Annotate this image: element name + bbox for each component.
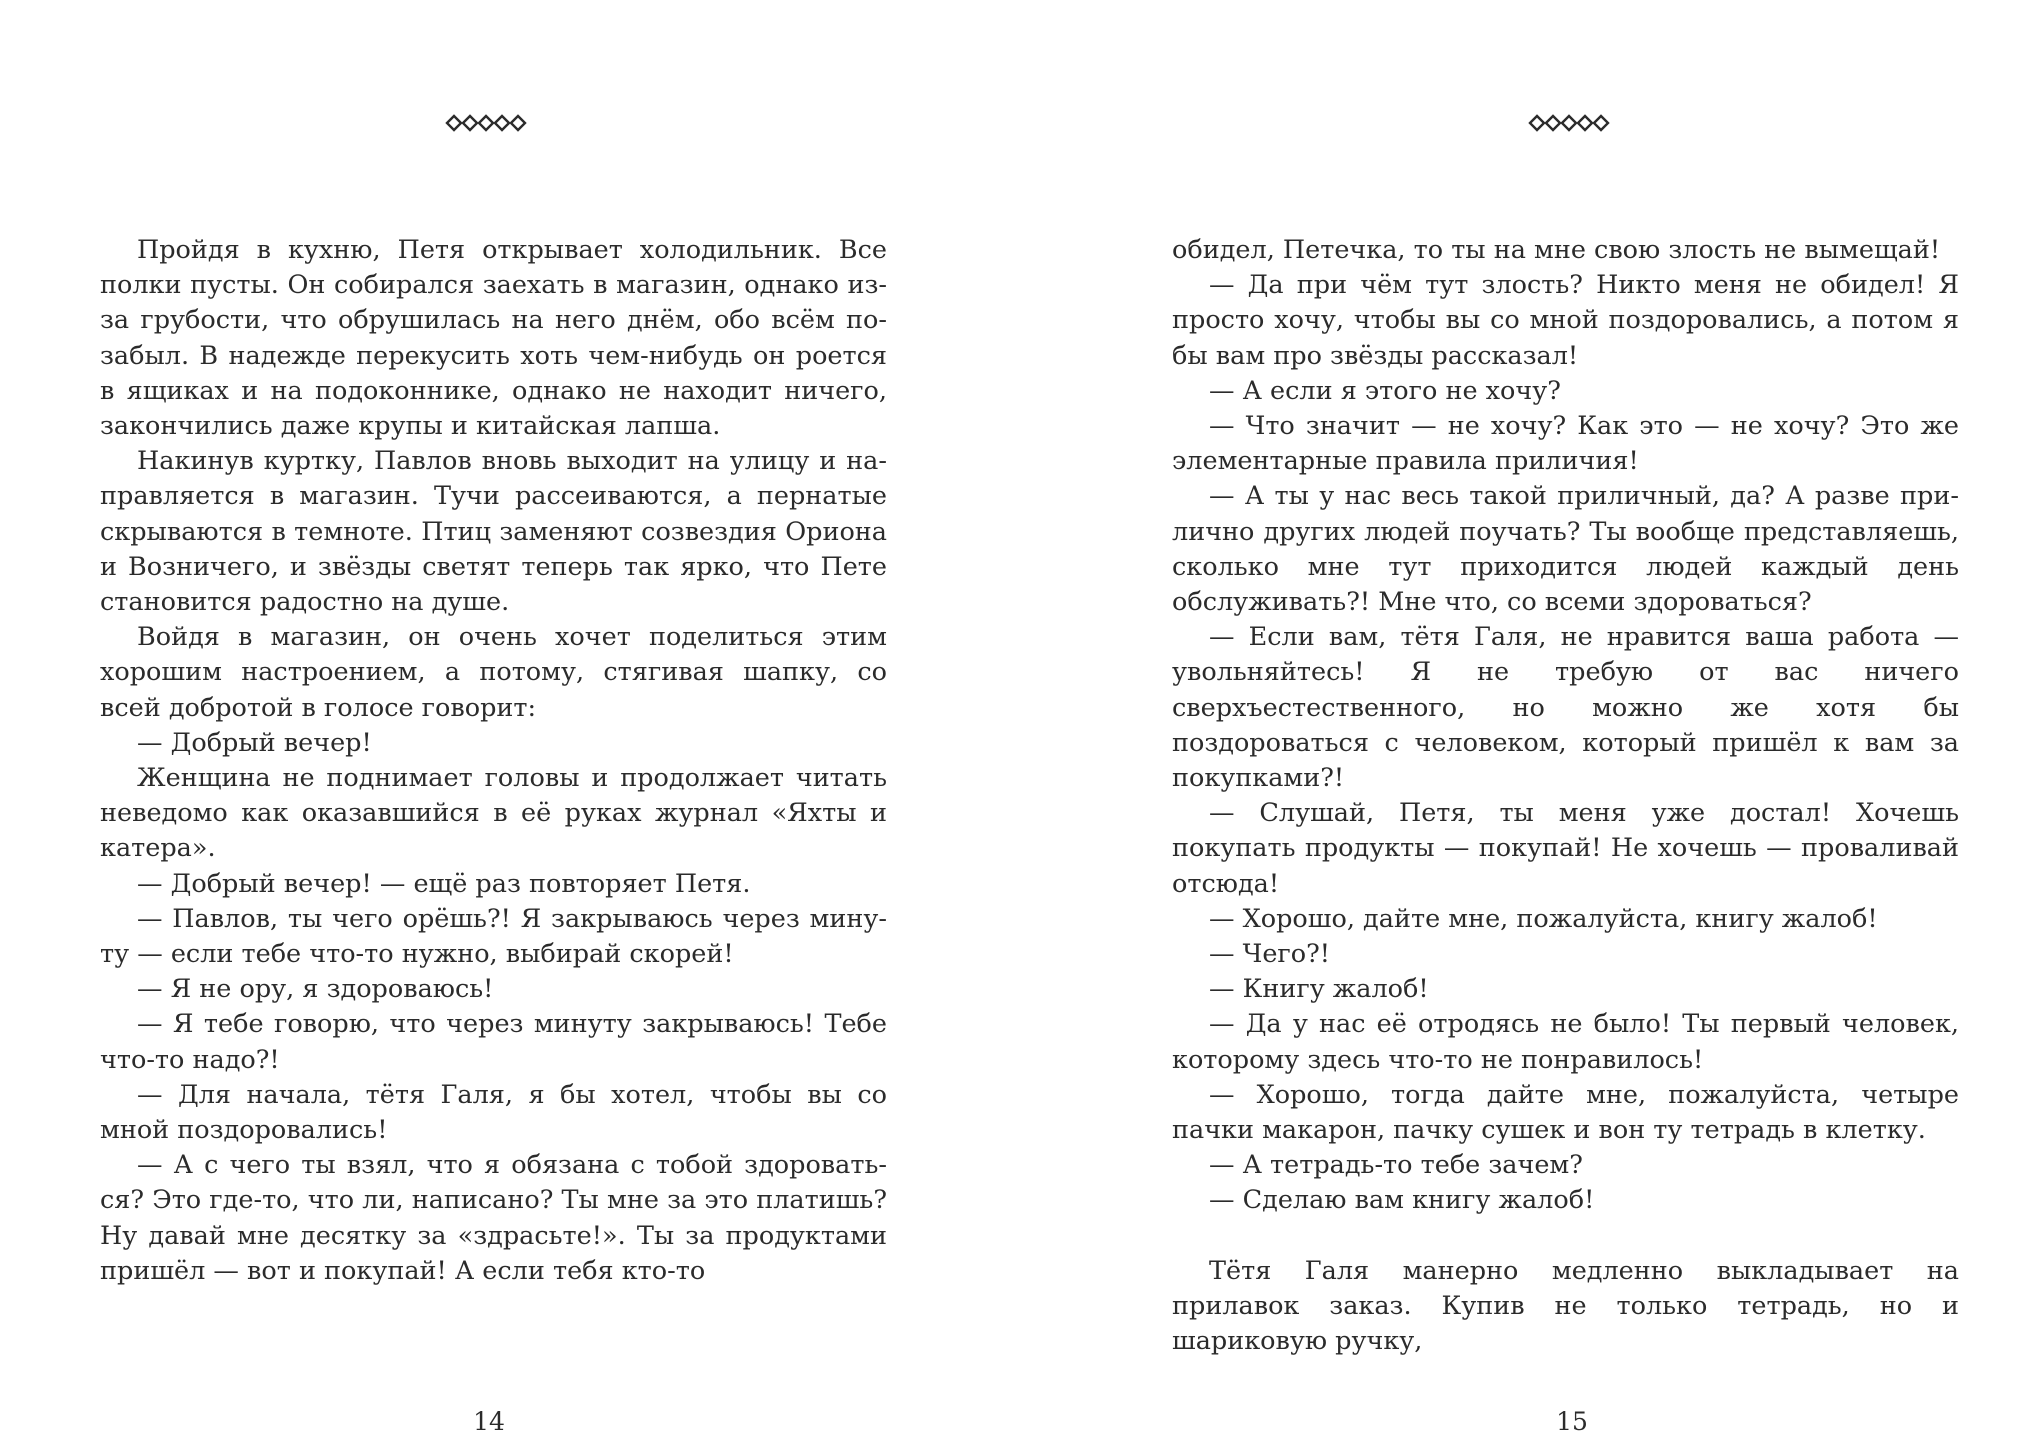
paragraph: — Добрый вечер! — ещё раз повторяет Петя.	[137, 868, 751, 899]
paragraph: — Если вам, тётя Галя, не нравится ваша работа — увольняйтесь! Я не требую от вас ничего сверхъестественного, но можно же хотя бы поздороваться с человеком, который пришёл к вам за покупками?!	[1172, 622, 1959, 794]
paragraph: — А если я этого не хочу?	[1209, 375, 1561, 406]
page-number: 14	[473, 1407, 505, 1436]
paragraph: Женщина не поднимает головы и продолжает читать неведомо как оказавшийся в её руках журнал «Яхты и катера».	[100, 763, 887, 864]
paragraph: — Сделаю вам книгу жалоб!	[1209, 1185, 1595, 1216]
paragraph: — Что значит — не хочу? Как это — не хочу? Это же элементарные правила приличия!	[1172, 411, 1959, 477]
paragraph: — Да у нас её отродясь не было! Ты первый человек, которому здесь что-то не понравилось!	[1172, 1009, 1959, 1075]
paragraph: — Да при чём тут злость? Никто меня не обидел! Я просто хочу, чтобы вы со мной поздоровались, а потом я бы вам про звёзды рассказал!	[1172, 270, 1959, 371]
paragraph: — Павлов, ты чего орёшь?! Я закрываюсь через минуту — если тебе что-то нужно, выбирай скорей!	[100, 903, 887, 970]
paragraph: — А тетрадь-то тебе зачем?	[1209, 1150, 1583, 1181]
left-page-text	[100, 233, 887, 1289]
paragraph: — Для начала, тётя Галя, я бы хотел, чтобы вы со мной поздоровались!	[100, 1079, 887, 1146]
paragraph: Войдя в магазин, он очень хочет поделиться этим хорошим настроением, а потому, стягивая шапку, со всей добротой в голосе говорит:	[100, 622, 887, 723]
paragraph: — А с чего ты взял, что я обязана с тобой здороваться? Это где-то, что ли, написано? Ты мне за это платишь? Ну давай мне десятку за «здрасьте!». Ты за продуктами пришёл — вот и покупай! А если тебя кто-то	[100, 1150, 887, 1286]
paragraph: — Хорошо, дайте мне, пожалуйста, книгу жалоб!	[1209, 903, 1878, 934]
diamond-chain-ornament-icon	[445, 112, 529, 134]
paragraph: — Слушай, Петя, ты меня уже достал! Хочешь покупать продукты — покупай! Не хочешь — проваливай отсюда!	[1172, 798, 1959, 899]
diamond-chain-ornament-icon	[1528, 112, 1612, 134]
paragraph: — Добрый вечер!	[137, 727, 372, 758]
left-page	[0, 0, 1000, 1447]
paragraph: — Книгу жалоб!	[1209, 974, 1429, 1005]
paragraph: Накинув куртку, Павлов вновь выходит на улицу и направляется в магазин. Тучи рассеиваются, а пернатые скрываются в темноте. Птиц заменяют созвездия Ориона и Возничего, и звёзды светят теперь так ярко, что Пете становится радостно на душе.	[100, 446, 887, 618]
paragraph: — Я тебе говорю, что через минуту закрываюсь! Тебе что-то надо?!	[100, 1009, 887, 1075]
paragraph: — Хорошо, тогда дайте мне, пожалуйста, четыре пачки макарон, пачку сушек и вон ту тетрадь в клетку.	[1172, 1079, 1959, 1146]
paragraph-after-break: Тётя Галя манерно медленно выкладывает на прилавок заказ. Купив не только тетрадь, но и шариковую ручку,	[1172, 1255, 1959, 1357]
paragraph: Пройдя в кухню, Петя открывает холодильник. Все полки пусты. Он собирался заехать в магазин, однако изза грубости, что обрушилась на него днём, обо всём позабыл. В надежде перекусить хоть чем-нибудь он роется в ящиках и на подоконнике, однако не находит ничего, закончились даже крупы и китайская лапша.	[100, 235, 887, 442]
continued-paragraph: обидел, Петечка, то ты на мне свою злость не вымещай!	[1172, 235, 1941, 265]
right-page-text	[1172, 233, 1959, 1359]
paragraph: — Чего?!	[1209, 939, 1331, 970]
right-page	[1000, 0, 2023, 1447]
paragraph: — А ты у нас весь такой приличный, да? А разве прилично других людей поучать? Ты вообще представляешь, сколько мне тут приходится людей каждый день обслуживать?! Мне что, со всеми здороваться?	[1172, 481, 1959, 618]
paragraph: — Я не ору, я здороваюсь!	[137, 974, 494, 1005]
page-number: 15	[1556, 1407, 1588, 1436]
